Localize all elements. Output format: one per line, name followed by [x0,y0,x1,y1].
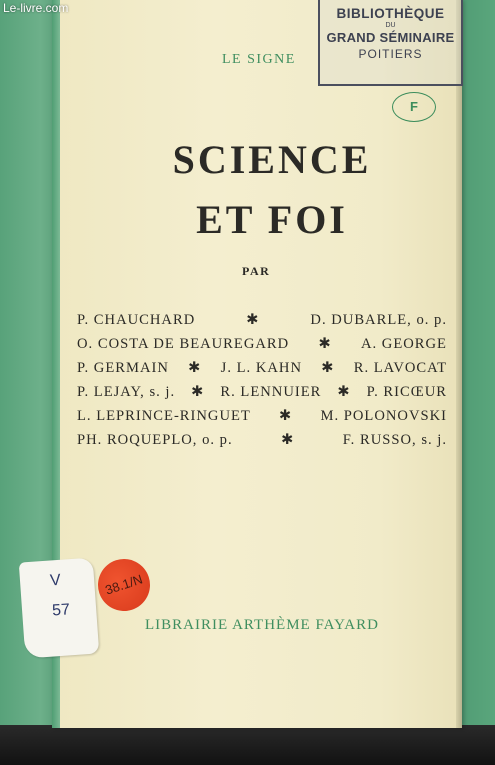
asterisk-separator-icon: ✱ [337,384,351,400]
author-line [77,308,447,332]
author-line [77,428,447,452]
stamp-line-4: POITIERS [358,47,423,61]
background-dark-bottom [0,725,495,765]
author-name: L. LEPRINCE-RINGUET [77,408,251,424]
author-line [77,356,447,380]
series-name: LE SIGNE [222,52,296,67]
author-name: PH. ROQUEPLO, o. p. [77,432,233,448]
author-list [77,308,447,452]
title-line-1: SCIENCE [172,137,372,182]
asterisk-separator-icon: ✱ [281,432,295,448]
author-line [77,404,447,428]
author-name: J. L. KAHN [220,360,302,376]
asterisk-separator-icon: ✱ [191,384,205,400]
author-name: F. RUSSO, s. j. [342,432,447,448]
f-circle-stamp: F [392,92,436,122]
asterisk-separator-icon: ✱ [318,336,332,352]
stamp-line-3: GRAND SÉMINAIRE [326,30,455,45]
by-label: PAR [242,264,271,278]
label-line-2: 57 [51,601,71,620]
library-stamp [318,0,463,86]
asterisk-separator-icon: ✱ [321,360,335,376]
orange-price-sticker: 38.1/N [91,552,157,618]
publisher-name: LIBRAIRIE ARTHÈME FAYARD [145,617,379,633]
author-name: O. COSTA DE BEAUREGARD [77,336,290,352]
asterisk-separator-icon: ✱ [188,360,202,376]
author-name: D. DUBARLE, o. p. [310,312,447,328]
title-line-2: ET FOI [196,197,348,242]
author-name: P. GERMAIN [77,360,169,376]
author-name: R. LAVOCAT [353,360,447,376]
author-name: M. POLONOVSKI [320,408,447,424]
author-name: R. LENNUIER [220,384,322,400]
asterisk-separator-icon: ✱ [246,312,260,328]
author-name: P. CHAUCHARD [77,312,196,328]
site-watermark: Le-livre.com [3,1,69,15]
stamp-line-2: DU [385,22,396,29]
label-handwriting [49,565,71,626]
asterisk-separator-icon: ✱ [279,408,293,424]
author-line [77,380,447,404]
label-line-1: V [49,571,62,590]
author-name: P. LEJAY, s. j. [77,384,176,400]
cover-right-edge [456,0,462,728]
author-name: P. RICŒUR [366,384,447,400]
torn-paper-label [19,558,100,659]
author-line [77,332,447,356]
stamp-line-1: BIBLIOTHÈQUE [336,6,445,21]
book-title [142,130,402,250]
author-name: A. GEORGE [360,336,447,352]
